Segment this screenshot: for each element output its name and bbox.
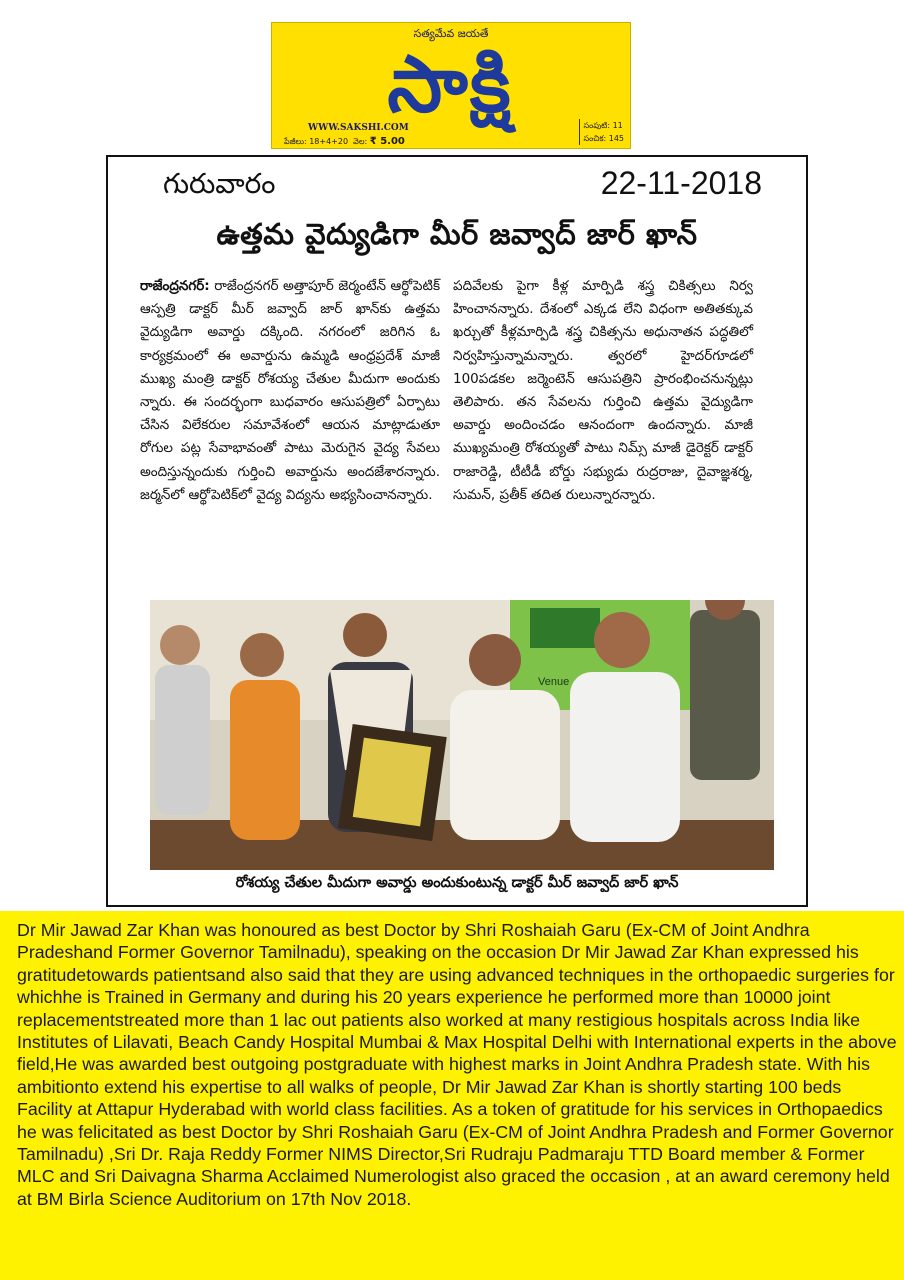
masthead-pages: పేజీలు: 18+4+20 <box>284 137 349 146</box>
photo-illustration <box>150 600 774 870</box>
masthead-motto: సత్యమేవ జయతే <box>413 27 489 40</box>
masthead-price: ₹ 5.00 <box>369 136 405 147</box>
masthead-meta <box>284 136 405 148</box>
masthead-logo-title: సాక్షి <box>387 40 513 130</box>
award-ceremony-photo <box>150 600 774 870</box>
article-date: 22-11-2018 <box>600 165 762 201</box>
article-column-left <box>140 275 440 507</box>
article-headline: ఉత్తమ వైద్యుడిగా మీర్ జవ్వాద్ జార్ ఖాన్ <box>216 217 698 251</box>
masthead-volume: సంపుటి: 11 <box>583 121 623 130</box>
photo-banner-venue: Venue <box>538 676 570 688</box>
newspaper-masthead <box>271 22 631 149</box>
article-column-right <box>453 275 753 507</box>
masthead-website: WWW.SAKSHI.COM <box>308 123 409 133</box>
photo-caption: రోశయ్య చేతుల మీదుగా అవార్డు అందుకుంటున్న డాక్టర్ మీర్ జవ్వాద్ జార్ ఖాన్ <box>235 875 679 891</box>
article-day: గురువారం <box>163 167 276 200</box>
masthead-price-label: వెల: <box>353 137 368 146</box>
masthead-volume-issue <box>579 119 624 145</box>
english-summary: Dr Mir Jawad Zar Khan was honoured as best Doctor by Shri Roshaiah Garu (Ex-CM of Joint Andhra Pradeshand Former Governor Tamilnadu), speaking on the occasion Dr Mir Jawad Zar Khan expressed his gratitudetowards patientsand also said that they are using advanced techniques in the orthopaedic surgeries for whichhe is Trained in Germany and during his 20 years experience he performed more than 10000 joint replacementstreated more than 1 lac out patients also worked at many restigious hospitals across India like Institutes of Lilavati, Beach Candy Hospital Mumbai & Max Hospital Delhi with International experts in the above field,He was awarded best outgoing postgraduate with highest marks in Joint Andhra Pradesh state. With his ambitionto extend his expertise to all walks of people, Dr Mir Jawad Zar Khan is shortly starting 100 beds Facility at Attapur Hyderabad with world class facilities. As a token of gratitude for his services in Orthopaedics he was felicitated as best Doctor by Shri Roshaiah Garu (Ex-CM of Joint Andhra Pradesh and Former Governor Tamilnadu) ,Sri Dr. Raja Reddy Former NIMS Director,Sri Rudraju Padmaraju TTD Board member & Former MLC and Sri Daivagna Sharma Acclaimed Numerologist also graced the occasion , at an award ceremony held at BM Birla Science Auditorium on 17th Nov 2018. <box>0 911 904 1280</box>
article-dateline: రాజేంద్రనగర్: <box>140 278 210 294</box>
news-clipping <box>106 155 808 907</box>
masthead-issue: సంచిక: 145 <box>583 134 624 143</box>
article-right-text: పదివేలకు పైగా కీళ్ల మార్పిడి శస్త్ర చికిత్సలు నిర్వ హించానన్నారు. దేశంలో ఎక్కడ లేని విధంగా అతితక్కువ ఖర్చుతో కీళ్లమార్పిడి శస్త్ర చికిత్సను అధునాతన పద్ధతిలో నిర్వహిస్తున్నామన్నారు. త్వరలో హైదర్‌గూడలో 100పడకల జర్మెంటెన్ ఆసుపత్రిని ప్రారంభించనున్నట్లు తెలిపారు. తన సేవలను గుర్తించి ఉత్తమ వైద్యుడిగా అవార్డు అందించడం ఆనందంగా ఉందన్నారు. మాజీ ముఖ్యమంత్రి రోశయ్యతో పాటు నిమ్స్ మాజీ డైరెక్టర్ డాక్టర్ రాజారెడ్డి, టీటీడీ బోర్డు సభ్యుడు రుద్రరాజు, దైవాజ్ఞశర్మ, సుమన్, ప్రతీక్ తదిత రులున్నారన్నారు. <box>453 278 753 503</box>
article-left-text: రాజేంద్రనగర్ అత్తాపూర్ జెర్మంటేన్ ఆర్థోపెటిక్ ఆస్పత్రి డాక్టర్ మీర్ జవ్వాద్ జార్ ఖాన్‌కు ఉత్తమ వైద్యుడిగా అవార్డు దక్కింది. నగరంలో జరిగిన ఓ కార్యక్రమంలో ఈ అవార్డును ఉమ్మడి ఆంధ్రప్రదేశ్ మాజీ ముఖ్య మంత్రి డాక్టర్ రోశయ్య చేతుల మీదుగా అందుకు న్నారు. ఈ సందర్భంగా బుధవారం ఆసుపత్రిలో ఏర్పాటు చేసిన విలేకరుల సమావేశంలో ఆయన మాట్లాడుతూ రోగుల పట్ల సేవాభావంతో పాటు మెరుగైన వైద్య సేవలు అందిస్తున్నందుకు గుర్తించి అవార్డును అందజేశారన్నారు. జర్మన్‌లో ఆర్థోపెటిక్‌లో వైద్య విద్యను అభ్యసించానన్నారు. <box>140 278 440 503</box>
